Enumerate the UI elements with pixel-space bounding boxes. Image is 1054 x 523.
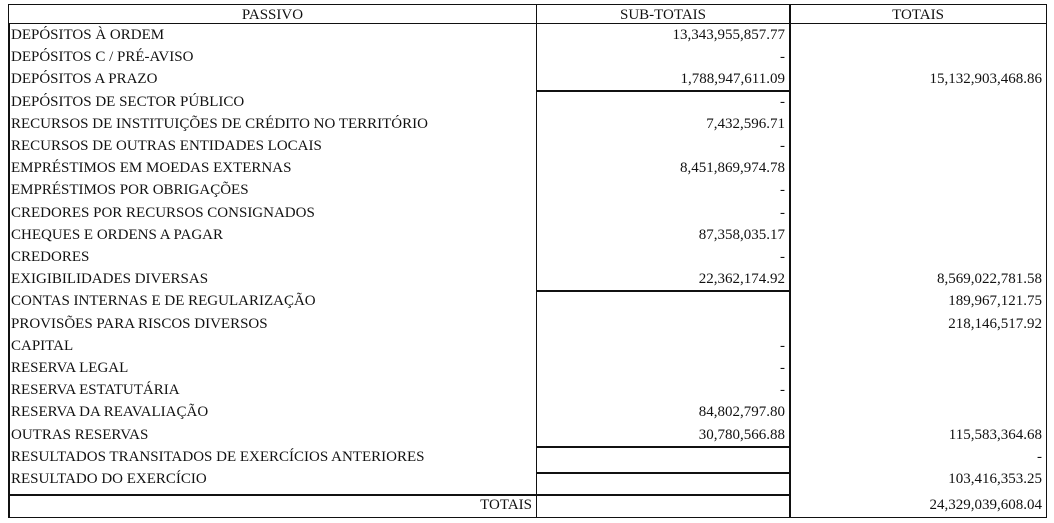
row-label: CHEQUES E ORDENS A PAGAR	[11, 226, 223, 243]
row-subtotal: 8,451,869,974.78	[680, 160, 785, 177]
row-label: RECURSOS DE OUTRAS ENTIDADES LOCAIS	[11, 138, 322, 154]
row-total: 115,583,364.68	[948, 426, 1042, 443]
row-subtotal: 7,432,596.71	[706, 115, 785, 132]
row-subtotal: -	[780, 360, 785, 376]
row-subtotal: -	[780, 138, 785, 154]
row-label: RESERVA DA REAVALIAÇÃO	[11, 404, 209, 421]
row-label: RESULTADOS TRANSITADOS DE EXERCÍCIOS ANTERIORES	[11, 448, 425, 465]
row-total: 189,967,121.75	[948, 293, 1042, 310]
row-subtotal: -	[780, 182, 785, 199]
row-label: EMPRÉSTIMOS POR OBRIGAÇÕES	[11, 182, 249, 199]
row-label: PROVISÕES PARA RISCOS DIVERSOS	[11, 315, 268, 332]
row-total: 15,132,903,468.86	[929, 71, 1042, 88]
header-passivo: PASSIVO	[8, 4, 537, 24]
row-label: CREDORES	[11, 249, 90, 265]
row-label: RESERVA LEGAL	[11, 360, 129, 376]
row-subtotal: 22,362,174.92	[698, 271, 785, 288]
row-label: EMPRÉSTIMOS EM MOEDAS EXTERNAS	[11, 160, 292, 177]
row-total: 218,146,517.92	[948, 315, 1042, 332]
row-total: 103,416,353.25	[948, 471, 1042, 487]
row-subtotal: 30,780,566.88	[698, 426, 785, 443]
row-label: CAPITAL	[11, 337, 74, 354]
row-label: CREDORES POR RECURSOS CONSIGNADOS	[11, 204, 315, 221]
row-subtotal: -	[780, 337, 785, 354]
header-totais: TOTAIS	[789, 4, 1047, 24]
row-label: DEPÓSITOS C / PRÉ-AVISO	[11, 49, 194, 66]
row-subtotal: -	[780, 382, 785, 399]
row-subtotal: 87,358,035.17	[698, 226, 785, 243]
row-subtotal: -	[780, 249, 785, 265]
row-label: DEPÓSITOS DE SECTOR PÚBLICO	[11, 93, 245, 110]
row-label: RECURSOS DE INSTITUIÇÕES DE CRÉDITO NO TERRITÓRIO	[11, 115, 428, 132]
row-label: DEPÓSITOS À ORDEM	[11, 27, 165, 43]
row-label: OUTRAS RESERVAS	[11, 426, 149, 443]
row-subtotal: -	[780, 204, 785, 221]
header-sub-totais: SUB-TOTAIS	[536, 4, 791, 24]
footer-total: 24,329,039,608.04	[929, 497, 1042, 513]
footer-label: TOTAIS	[480, 497, 532, 513]
row-label: CONTAS INTERNAS E DE REGULARIZAÇÃO	[11, 293, 316, 310]
row-subtotal: 13,343,955,857.77	[672, 27, 785, 43]
row-total: -	[1037, 448, 1042, 465]
row-total: 8,569,022,781.58	[937, 271, 1042, 288]
rows-container	[8, 4, 1047, 518]
row-label: RESERVA ESTATUTÁRIA	[11, 382, 180, 399]
passivo-table	[8, 4, 1047, 518]
row-subtotal: -	[780, 93, 785, 110]
row-subtotal: 1,788,947,611.09	[680, 71, 785, 88]
row-label: RESULTADO DO EXERCÍCIO	[11, 471, 207, 487]
row-label: DEPÓSITOS A PRAZO	[11, 71, 158, 88]
row-subtotal: -	[780, 49, 785, 66]
row-subtotal: 84,802,797.80	[698, 404, 785, 421]
row-label: EXIGIBILIDADES DIVERSAS	[11, 271, 209, 288]
